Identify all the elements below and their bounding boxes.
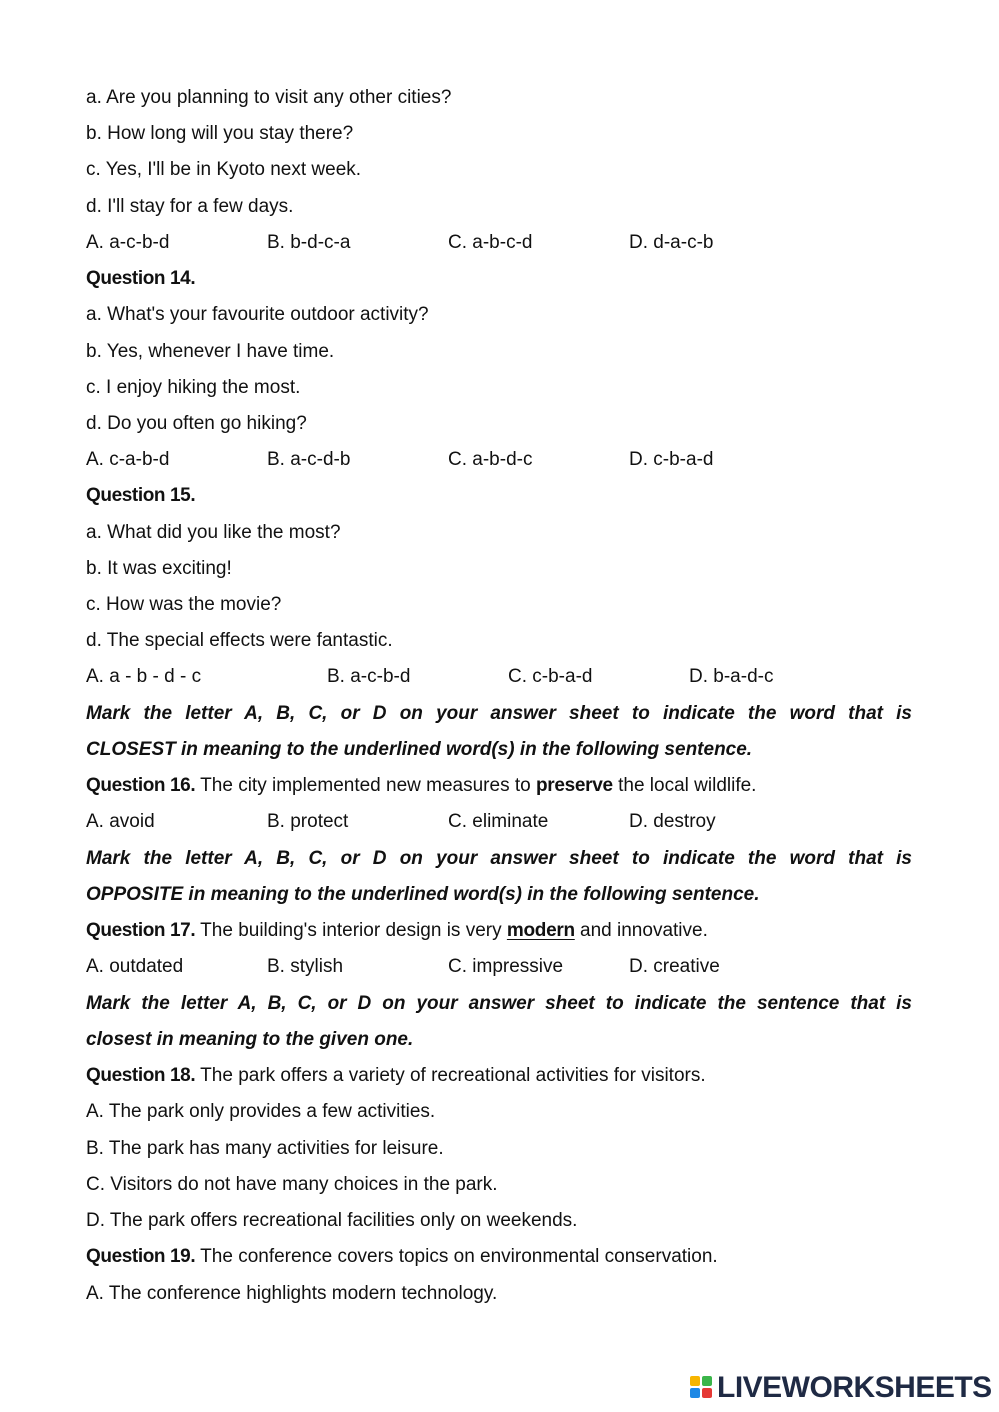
instruction-opposite-line2: OPPOSITE in meaning to the underlined word(s) in the following sentence.: [86, 884, 760, 905]
q15-line-c: c. How was the movie?: [86, 594, 282, 615]
q15-line-d: d. The special effects were fantastic.: [86, 630, 393, 651]
q18-stem: [86, 1064, 912, 1088]
q16-text-after: the local wildlife.: [612, 775, 757, 796]
q16-stem: [86, 774, 912, 798]
q16-keyword: preserve: [535, 775, 613, 796]
q14-line-b: b. Yes, whenever I have time.: [86, 341, 335, 362]
q13-line-b: b. How long will you stay there?: [86, 123, 354, 144]
q18-label: Question 18.: [86, 1065, 196, 1086]
q17-option-b[interactable]: B. stylish: [267, 956, 344, 977]
q13-option-b[interactable]: B. b-d-c-a: [267, 232, 351, 253]
q17-keyword: modern: [506, 920, 575, 941]
q14-option-b[interactable]: B. a-c-d-b: [267, 449, 351, 470]
logo-square-2: [702, 1376, 712, 1386]
q18-option-c[interactable]: C. Visitors do not have many choices in the park.: [86, 1174, 498, 1195]
liveworksheets-logo: [690, 1368, 992, 1408]
q14-line-d: d. Do you often go hiking?: [86, 413, 307, 434]
q14-option-c[interactable]: C. a-b-d-c: [448, 449, 533, 470]
instruction-opposite-line1: Mark the letter A, B, C, or D on your answer sheet to indicate the word that is: [86, 848, 912, 869]
q14-option-a[interactable]: A. c-a-b-d: [86, 449, 170, 470]
q19-stem: [86, 1245, 912, 1269]
q13-line-a: a. Are you planning to visit any other cities?: [86, 87, 452, 108]
q18-text: The park offers a variety of recreational activities for visitors.: [195, 1065, 706, 1086]
q15-option-c[interactable]: C. c-b-a-d: [508, 666, 593, 687]
q17-option-a[interactable]: A. outdated: [86, 956, 184, 977]
instruction-closest-line2: CLOSEST in meaning to the underlined word(s) in the following sentence.: [86, 739, 753, 760]
q14-option-d[interactable]: D. c-b-a-d: [629, 449, 714, 470]
q18-option-d[interactable]: D. The park offers recreational facilities only on weekends.: [86, 1210, 578, 1231]
q14-label: Question 14.: [86, 268, 196, 289]
q17-option-c[interactable]: C. impressive: [448, 956, 564, 977]
q16-option-a[interactable]: A. avoid: [86, 811, 155, 832]
logo-square-4: [702, 1388, 712, 1398]
logo-square-1: [690, 1376, 700, 1386]
q13-option-a[interactable]: A. a-c-b-d: [86, 232, 170, 253]
q17-option-d[interactable]: D. creative: [629, 956, 720, 977]
q17-stem: [86, 919, 912, 943]
q17-label: Question 17.: [86, 920, 196, 941]
q19-text: The conference covers topics on environmental conservation.: [195, 1246, 718, 1267]
q19-label: Question 19.: [86, 1246, 196, 1267]
q19-option-a[interactable]: A. The conference highlights modern technology.: [86, 1283, 498, 1304]
q15-line-b: b. It was exciting!: [86, 558, 232, 579]
q17-text-before: The building's interior design is very: [195, 920, 507, 941]
q16-option-b[interactable]: B. protect: [267, 811, 349, 832]
q15-line-a: a. What did you like the most?: [86, 522, 341, 543]
q14-line-c: c. I enjoy hiking the most.: [86, 377, 301, 398]
liveworksheets-mark-icon: [690, 1376, 714, 1400]
q13-option-c[interactable]: C. a-b-c-d: [448, 232, 533, 253]
logo-square-3: [690, 1388, 700, 1398]
q15-label: Question 15.: [86, 485, 196, 506]
q16-label: Question 16.: [86, 775, 196, 796]
q13-option-d[interactable]: D. d-a-c-b: [629, 232, 714, 253]
q16-option-d[interactable]: D. destroy: [629, 811, 716, 832]
instruction-sentence-line2: closest in meaning to the given one.: [86, 1029, 414, 1050]
q13-line-c: c. Yes, I'll be in Kyoto next week.: [86, 159, 362, 180]
q13-line-d: d. I'll stay for a few days.: [86, 196, 294, 217]
q17-text-after: and innovative.: [574, 920, 708, 941]
instruction-closest-line1: Mark the letter A, B, C, or D on your answer sheet to indicate the word that is: [86, 703, 912, 724]
q14-line-a: a. What's your favourite outdoor activity?: [86, 304, 429, 325]
q15-option-d[interactable]: D. b-a-d-c: [689, 666, 774, 687]
q18-option-a[interactable]: A. The park only provides a few activities.: [86, 1101, 436, 1122]
q16-option-c[interactable]: C. eliminate: [448, 811, 549, 832]
q15-option-a[interactable]: A. a - b - d - c: [86, 666, 202, 687]
q16-text-before: The city implemented new measures to: [195, 775, 536, 796]
q18-option-b[interactable]: B. The park has many activities for leisure.: [86, 1138, 444, 1159]
liveworksheets-wordmark: LIVEWORKSHEETS: [717, 1371, 992, 1404]
q15-option-b[interactable]: B. a-c-b-d: [327, 666, 411, 687]
instruction-sentence-line1: Mark the letter A, B, C, or D on your answer sheet to indicate the sentence that is: [86, 993, 912, 1014]
